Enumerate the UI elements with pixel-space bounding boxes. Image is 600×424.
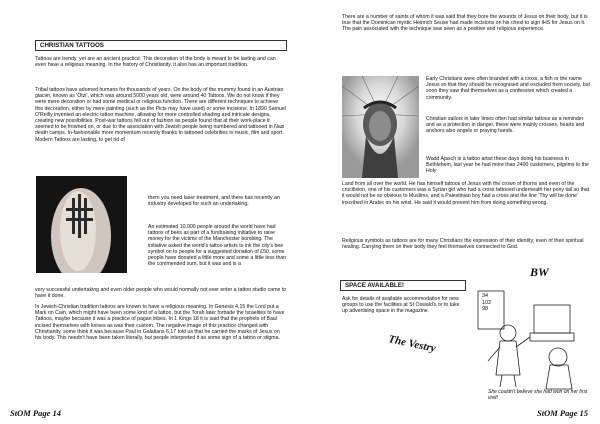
jesus-crown-of-thorns-illustration — [342, 76, 419, 178]
saints-wounds-paragraph: There are a number of saints of whom it was said that they bore the wounds of Jesus on their body, but it is true that the Dominican mystic Heinrich Seuse had made incisions on his chest to sign IHS for Jesus on it. The pain associated with the technique was seen as a positive and religious experience. — [342, 14, 588, 33]
bingo-numbers-board: 34 102 98 — [482, 293, 492, 312]
early-christians-paragraph: Early Christians were often branded with a cross, a fish or the name Jesus so that they should be recognised and excluded from society, but soon they saw that themselves as a confession which created a community. — [426, 76, 590, 101]
space-available-text: Ask for details of available accommodation for new groups to use the facilities at St Oswald's or to take up advertising space in the magazine. — [342, 296, 460, 315]
wadd-ajasch-continued: Land from all over the world. He has himself tattoos of Jesus with the crown of thorns and even of the crucifixion, one of his customers was a Syrian girl who had a cross tattooed underneath her pony tail so that it would not be so obvious to Muslims, and a Palestinian boy had a cross and the line 'Thy will be done' inscribed in Arabic on his wrist. He said it would prevent him from doing something wrong. — [342, 181, 590, 206]
space-available-heading: SPACE AVAILABLE! — [340, 280, 466, 291]
christian-sailors-paragraph: Christian sailors in later times often had similar tattoos as a reminder and as a protection in danger, these were mainly crosses, hearts and anchors also angels or praying hands. — [426, 116, 585, 135]
page-number-left: StOM Page 14 — [10, 408, 61, 418]
manchester-bees-paragraph: An estimated 10.000 people around the world have had tattoos of bees as part of a fundraising initiative to raise money for the victims of the Manchester bombing. The initiative asked the world's tattoo artists to ink the city's bee symbol on to people for a suggested donation of £50, some people have donated a little more and some a little less than the commended sum, but it was and is a — [148, 224, 287, 268]
religious-symbols-paragraph: Religious symbols as tattoos are for many Christians the expression of their identity, even of their spiritual healing. Carrying them on their body they feel themselves connected to God. — [342, 238, 584, 251]
cartoon-drawing — [470, 265, 596, 401]
the-vestry-signature: The Vestry — [387, 333, 437, 355]
arm-cross-tattoo-photo — [36, 176, 127, 273]
wadd-ajasch-paragraph: Wadd Ajasch is a tattoo artist these days doing his business in Bethlehem, last year he had more than 2400 customers, pilgrims to the Holy — [426, 156, 589, 175]
arm-cross-tattoo-illustration — [36, 176, 127, 273]
tattoos-heading: CHRISTIAN TATTOOS — [35, 40, 287, 51]
manchester-bees-tail: very successful undertaking and even older people who would normally not ever enter a tattoo studio came to have it done. — [35, 287, 287, 300]
jesus-crown-of-thorns-photo — [342, 76, 419, 178]
jewish-christian-paragraph: In Jewish-Christian tradition tattoos are known to have a religious meaning. In Genesis 4,15 the Lord put a Mark on Cain, which might have been some kind of a tattoo, but the Torah later forbade the Israelites to have Tattoos, maybe because it was a practice of pagan tribes. In 1 Kings 18 it is said that the prophets of Baal incised themselves with knives as was their custom. The negative image of this practice changed with Christianity, some think it was because Paul in Galatians 6,17 told us that he carried the marks of Jesus on his body. This needn't have been taken literally, but people interpreted it as some sign of a tattoo or stigma. — [35, 304, 285, 342]
tattoos-intro-paragraph: Tattoos are trendy, yet are an ancient practice. This decoration of the body is meant to be lasting and can even have a religious meaning. In the history of Christianity, it also has an important tradition. — [35, 56, 276, 69]
right-page — [300, 0, 600, 424]
page-number-right: StOM Page 15 — [537, 408, 588, 418]
laser-treatment-paragraph: them you need laser treatment, and there has recently an industry developed for such an undertaking. — [148, 195, 280, 208]
bingo-cartoon — [470, 265, 596, 401]
cartoon-caption: She couldn't believe she had won on her first visit! — [488, 389, 588, 401]
tattoos-history-paragraph: Tribal tattoos have adorned humans for thousands of years. On the body of the mummy found in an Austrian glacier, known as 'Ötzi', which was around 5000 years old, were around 40 Tattoos. We do not know if they were mere decoration or had some medical or religious function. There are different techniques to achieve this decoration, either by mere painting (such as the Picts may have used) or some incisions. In 1890 Samuel O'Reilly invented an electric tattoo machine, allowing for more controlled shading and intricate designs, creating new possibilities. Post-war tattoos fell out of fashion as people found that at their work-place it seemed to be frowned on, or due to the association with Jewish people being numbered and tattooed in Nazi death camps. In-fashionable more momentum recently thanks to tattooed celebrities in music, film and sport. Modern Tattoos are lasting, to get rid of — [35, 87, 286, 143]
cartoon-initials: BW — [530, 265, 549, 279]
